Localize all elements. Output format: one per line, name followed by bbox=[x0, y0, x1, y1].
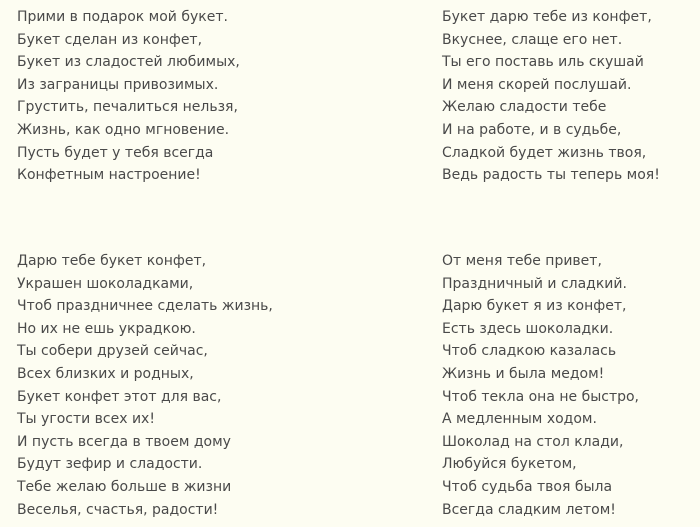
poem-line: Букет конфет этот для вас, bbox=[17, 388, 222, 405]
poem-line: Всегда сладким летом! bbox=[442, 501, 616, 518]
poem-line: Букет дарю тебе из конфет, bbox=[442, 9, 652, 25]
poem-line: Праздничный и сладкий. bbox=[442, 275, 627, 292]
poem-line: Веселья, счастья, радости! bbox=[17, 501, 219, 518]
poem-line: Букет из сладостей любимых, bbox=[17, 54, 240, 71]
poem-line: И пусть всегда в твоем дому bbox=[17, 433, 231, 450]
poem-line: Украшен шоколадками, bbox=[17, 275, 194, 292]
poem-line: А медленным ходом. bbox=[442, 411, 597, 428]
poem-3 bbox=[17, 250, 273, 521]
poem-line: Вкуснее, слаще его нет. bbox=[442, 31, 623, 48]
poem-line: Дарю тебе букет конфет, bbox=[17, 253, 207, 269]
poem-line: Всех близких и родных, bbox=[17, 365, 194, 382]
poem-line: И меня скорей послушай. bbox=[442, 76, 632, 93]
poem-line: Есть здесь шоколадки. bbox=[442, 320, 614, 337]
poem-line: Чтоб текла она не быстро, bbox=[442, 388, 640, 405]
poem-line: Конфетным настроение! bbox=[17, 167, 201, 184]
poem-line: Но их не ешь украдкою. bbox=[17, 320, 196, 337]
poem-line: Шоколад на стол клади, bbox=[442, 433, 624, 450]
poem-line: Ты собери друзей сейчас, bbox=[17, 343, 208, 360]
poem-line: Желаю сладости тебе bbox=[442, 99, 607, 116]
poem-line: Из заграницы привозимых. bbox=[17, 76, 219, 93]
poem-1 bbox=[17, 6, 240, 187]
poem-line: Жизнь, как одно мгновение. bbox=[17, 121, 230, 138]
poem-line: Пусть будет у тебя всегда bbox=[17, 144, 214, 161]
poem-line: Чтоб сладкою казалась bbox=[442, 343, 617, 360]
poem-line: Тебе желаю больше в жизни bbox=[17, 478, 232, 495]
poem-line: Любуйся букетом, bbox=[442, 456, 577, 473]
poem-line: Чтоб судьба твоя была bbox=[442, 478, 613, 495]
poem-line: Ты угости всех их! bbox=[17, 411, 155, 428]
poem-4 bbox=[442, 250, 639, 521]
poem-line: Чтоб праздничнее сделать жизнь, bbox=[17, 298, 273, 315]
poem-line: От меня тебе привет, bbox=[442, 253, 602, 269]
poem-2 bbox=[442, 6, 660, 187]
poem-line: Букет сделан из конфет, bbox=[17, 31, 203, 48]
poem-line: Жизнь и была медом! bbox=[442, 365, 605, 382]
poem-line: Прими в подарок мой букет. bbox=[17, 9, 228, 25]
poem-line: Сладкой будет жизнь твоя, bbox=[442, 144, 647, 161]
poem-line: Грустить, печалиться нельзя, bbox=[17, 99, 238, 116]
poem-line: Ты его поставь иль скушай bbox=[442, 54, 644, 71]
poem-line: Будут зефир и сладости. bbox=[17, 456, 203, 473]
poem-line: Ведь радость ты теперь моя! bbox=[442, 167, 660, 184]
poem-line: Дарю букет я из конфет, bbox=[442, 298, 627, 315]
poem-line: И на работе, и в судьбе, bbox=[442, 121, 622, 138]
